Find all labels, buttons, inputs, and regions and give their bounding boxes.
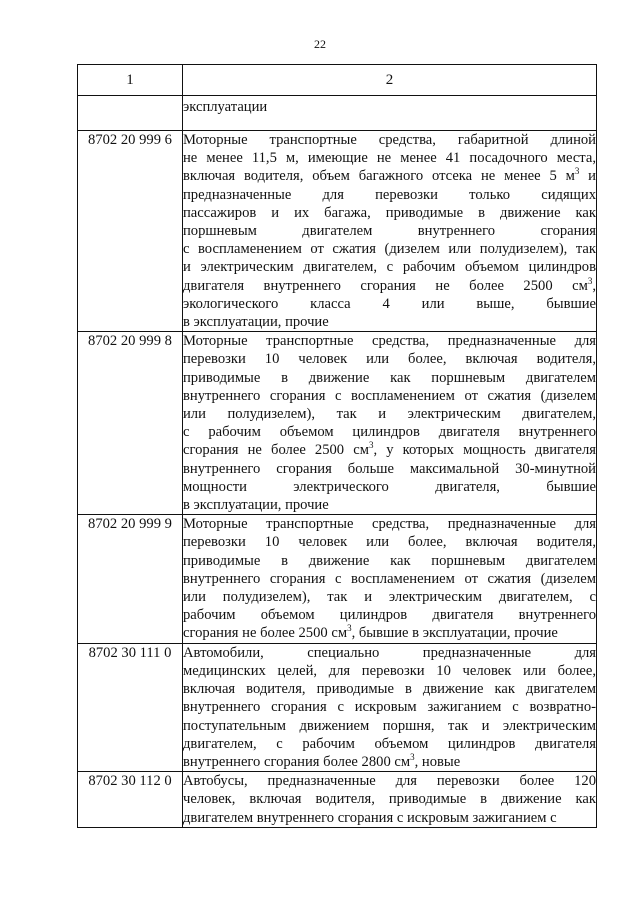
description-line: Моторные транспортные средства, предназначенные для bbox=[183, 333, 596, 350]
description-line: поступательным движением поршня, так и электрическим bbox=[183, 717, 596, 734]
description-line: приводимые в движение как поршневым двигателем bbox=[183, 369, 596, 386]
description-line: внутреннего сгорания с искровым зажиганием с возвратно- bbox=[183, 699, 596, 716]
description-line: Автомобили, специально предназначенные для bbox=[183, 644, 596, 661]
description-line: человек, включая водителя, приводимые в движение как bbox=[183, 791, 596, 808]
description-line: Моторные транспортные средства, габаритной длиной bbox=[183, 132, 596, 148]
table-row bbox=[78, 515, 597, 643]
description-line: сгорания не более 2500 $см^3$, бывшие в эксплуатации, прочие bbox=[183, 623, 558, 642]
table-row bbox=[78, 772, 597, 828]
description-line: включая водителя, объем багажного отсека не менее 5 $м^3$ и bbox=[183, 166, 596, 185]
description-line: внутреннего сгорания более 2800 $см^3$, новые bbox=[183, 751, 461, 770]
description-line: приводимые в движение как поршневым двигателем bbox=[183, 552, 596, 569]
description-cell bbox=[183, 772, 597, 828]
description-cell bbox=[183, 332, 597, 515]
description-line: экологического класса 4 или выше, бывшие bbox=[183, 295, 596, 312]
description-line: в эксплуатации, прочие bbox=[183, 314, 329, 331]
code-cell: 8702 20 999 9 bbox=[78, 515, 183, 643]
description-line: пассажиров и их багажа, приводимые в движение как bbox=[183, 204, 596, 221]
column-header-description: 2 bbox=[183, 65, 597, 96]
description-cell bbox=[183, 515, 597, 643]
description-line: не менее 11,5 м, имеющие не менее 41 посадочного места, bbox=[183, 150, 596, 167]
description-line: в эксплуатации, прочие bbox=[183, 497, 329, 514]
description-line: перевозки 10 человек или более, включая водителя, bbox=[183, 534, 596, 551]
header-row bbox=[78, 65, 597, 96]
description-line: рабочим объемом цилиндров двигателя внутреннего bbox=[183, 607, 596, 624]
code-cell: 8702 30 112 0 bbox=[78, 772, 183, 828]
description-line: сгорания не более 2500 $см^3$, у которых мощность двигателя bbox=[183, 440, 596, 459]
description-line: и электрическим двигателем, с рабочим объемом цилиндров bbox=[183, 259, 596, 276]
description-cell bbox=[183, 96, 597, 131]
column-header-code: 1 bbox=[78, 65, 183, 96]
description-line: внутреннего сгорания с воспламенением от сжатия (дизелем bbox=[183, 570, 596, 587]
description-line: с воспламенением от сжатия (дизелем или полудизелем), так bbox=[183, 241, 596, 258]
description-cell bbox=[183, 131, 597, 332]
description-line: с рабочим объемом цилиндров двигателя внутреннего bbox=[183, 424, 596, 441]
code-cell: 8702 20 999 6 bbox=[78, 131, 183, 332]
table-row bbox=[78, 332, 597, 515]
code-cell: 8702 20 999 8 bbox=[78, 332, 183, 515]
description-line: медицинских целей, для перевозки 10 человек или более, bbox=[183, 662, 596, 679]
description-line: Моторные транспортные средства, предназначенные для bbox=[183, 516, 596, 533]
code-cell bbox=[78, 96, 183, 131]
description-line: или полудизелем), так и электрическим двигателем, bbox=[183, 406, 596, 423]
description-line: двигателем, с рабочим объемом цилиндров двигателя bbox=[183, 735, 596, 752]
description-line: внутреннего сгорания больше максимальной 30-минутной bbox=[183, 460, 596, 477]
description-line: внутреннего сгорания с воспламенением от сжатия (дизелем bbox=[183, 387, 596, 404]
description-line: или полудизелем), так и электрическим двигателем, с bbox=[183, 589, 596, 606]
description-line: поршневым двигателем внутреннего сгорания bbox=[183, 223, 596, 240]
description-line: перевозки 10 человек или более, включая водителя, bbox=[183, 351, 596, 368]
description-line: эксплуатации bbox=[183, 99, 268, 115]
description-line: двигателем внутреннего сгорания с искровым зажиганием с bbox=[183, 809, 557, 826]
description-line: Автобусы, предназначенные для перевозки более 120 bbox=[183, 773, 596, 790]
description-line: мощности электрического двигателя, бывшие bbox=[183, 478, 596, 495]
table-row bbox=[78, 643, 597, 771]
table-row-continuation bbox=[78, 96, 597, 131]
code-cell: 8702 30 111 0 bbox=[78, 643, 183, 771]
description-line: двигателя внутреннего сгорания не более 2500 $см^3$, bbox=[183, 275, 596, 294]
tariff-table bbox=[77, 64, 597, 828]
description-line: включая водителя, приводимые в движение как двигателем bbox=[183, 681, 596, 698]
description-line: предназначенные для перевозки только сидящих bbox=[183, 186, 596, 203]
table-row bbox=[78, 131, 597, 332]
page-number: 22 bbox=[314, 37, 326, 51]
description-cell bbox=[183, 643, 597, 771]
